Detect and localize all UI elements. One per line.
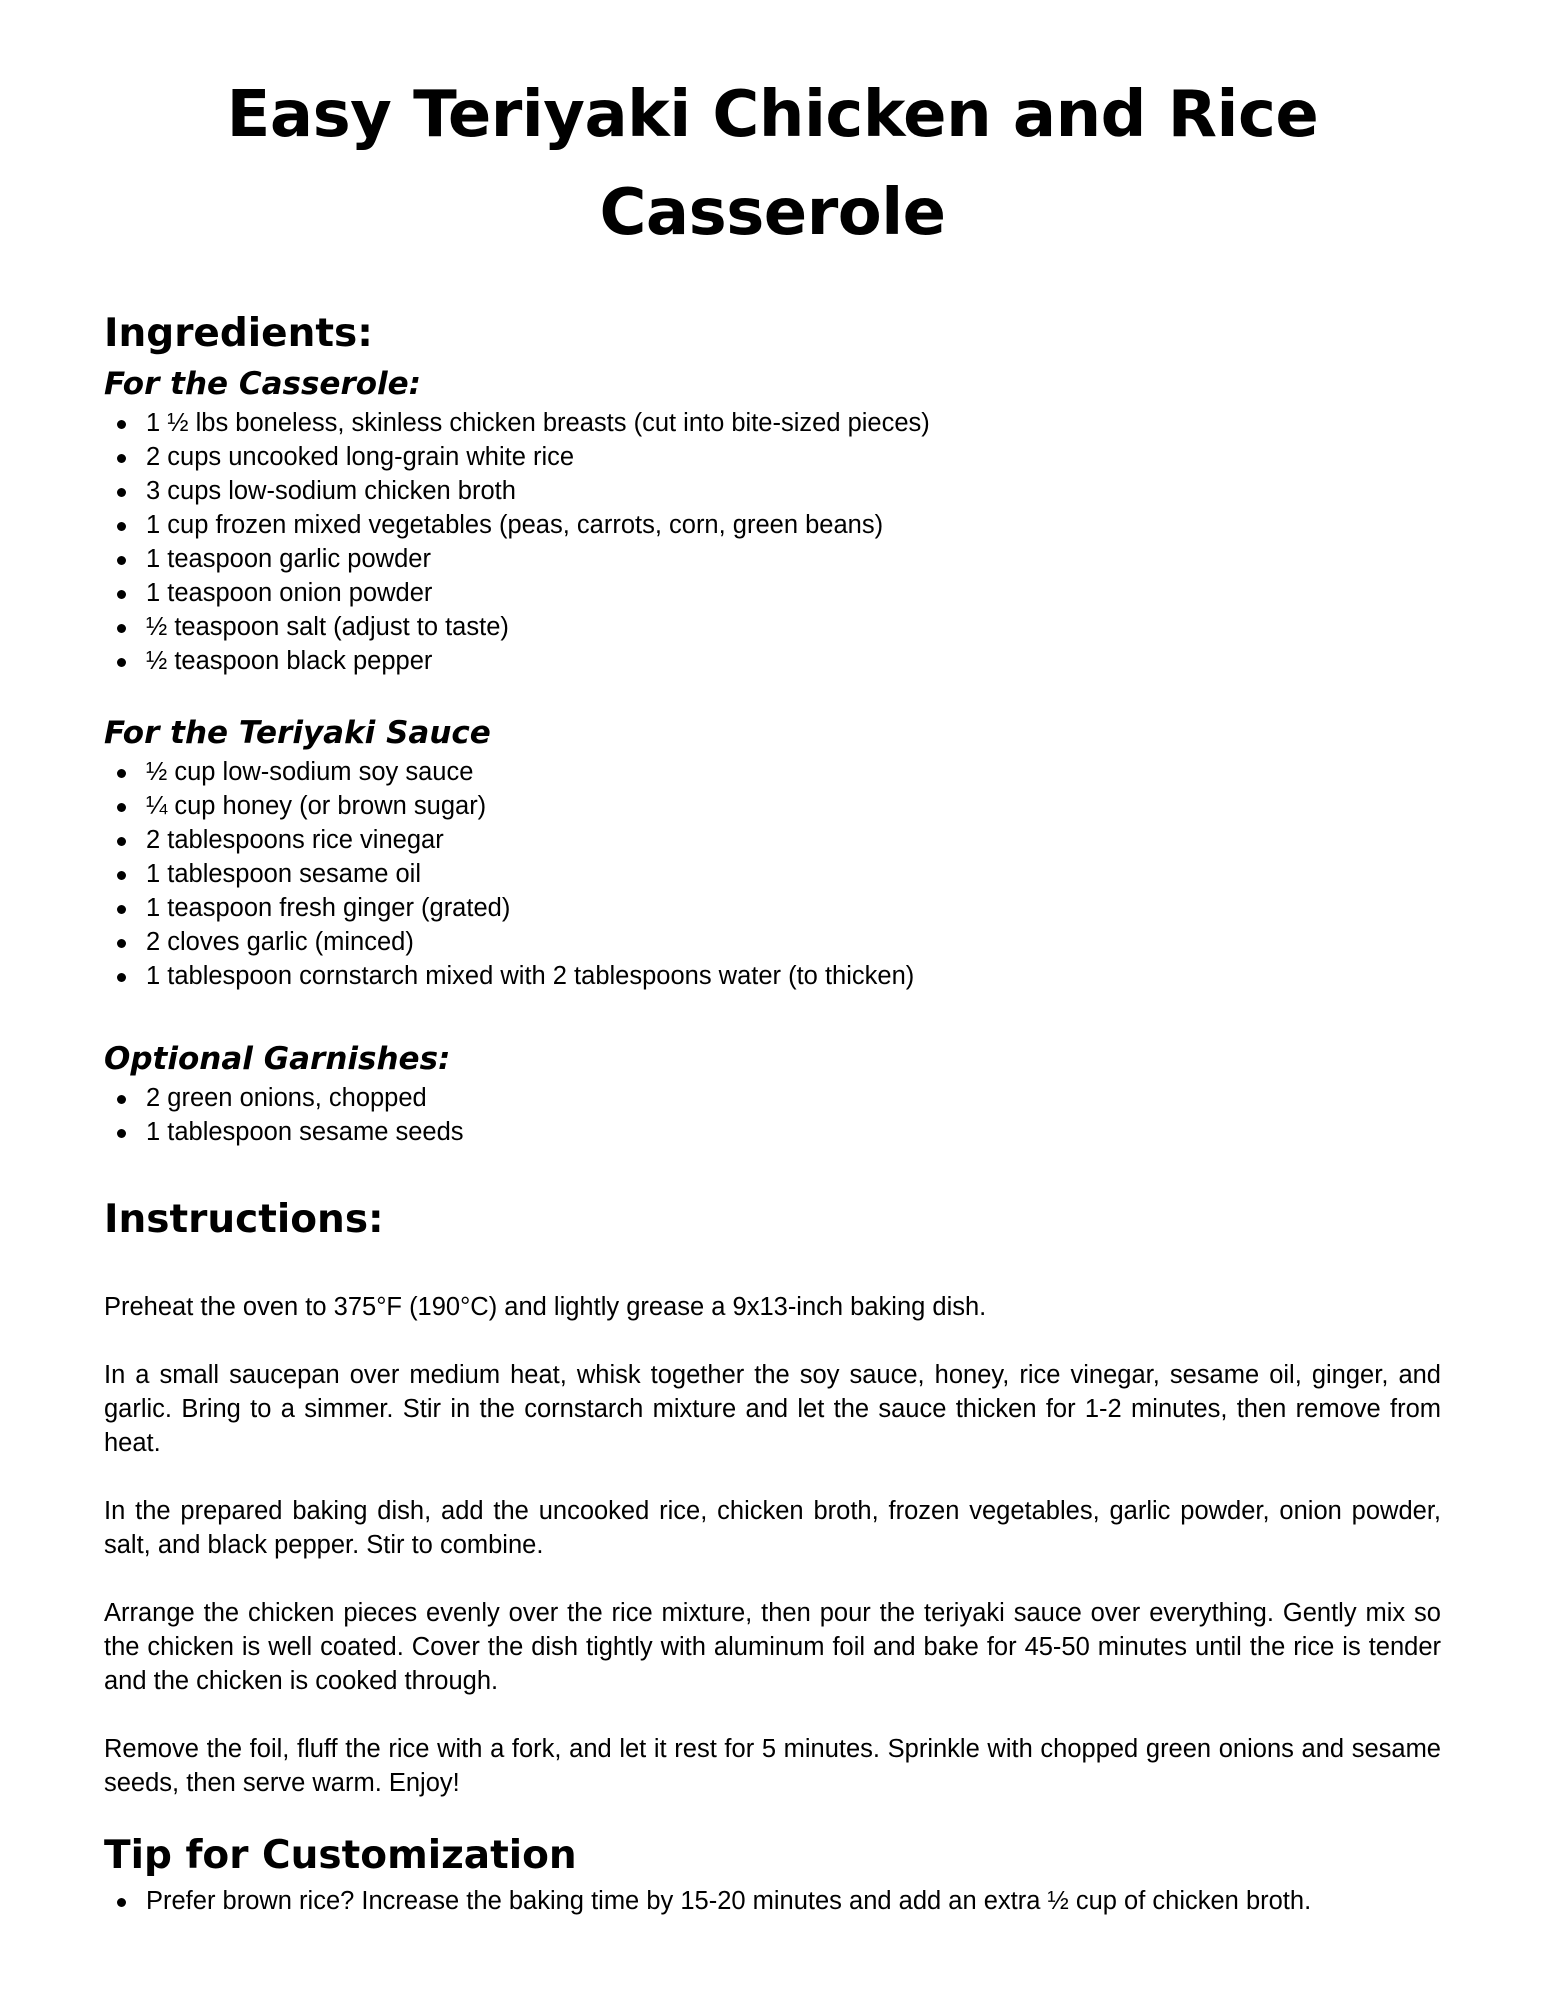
recipe-title <box>104 0 1441 262</box>
list-item: 2 green onions, chopped <box>146 1081 1441 1115</box>
tip-list <box>104 1884 1441 1918</box>
list-item: Prefer brown rice? Increase the baking time by 15-20 minutes and add an extra ½ cup of chicken broth. <box>146 1884 1441 1918</box>
garnish-list <box>104 1081 1441 1149</box>
instruction-step-1: Preheat the oven to 375°F (190°C) and lightly grease a 9x13-inch baking dish. <box>104 1293 987 1321</box>
list-item: ½ teaspoon salt (adjust to taste) <box>146 610 1441 644</box>
list-item: 1 teaspoon fresh ginger (grated) <box>146 891 1441 925</box>
ingredients-section <box>104 308 1441 1149</box>
instructions-section <box>104 1194 1441 1800</box>
list-item: 1 teaspoon garlic powder <box>146 542 1441 576</box>
teriyaki-sauce-subheading: For the Teriyaki Sauce <box>104 715 491 751</box>
list-item: ½ teaspoon black pepper <box>146 644 1441 678</box>
instruction-step-4: Arrange the chicken pieces evenly over the rice mixture, then pour the teriyaki sauce over everything. Gently mix so the chicken is well coated. Cover the dish tightly with aluminum foil and bake for 45-50 minutes until the rice is tender and the chicken is cooked through. <box>104 1599 1441 1695</box>
garnishes-subheading: Optional Garnishes: <box>104 1041 451 1077</box>
list-item: 1 tablespoon sesame seeds <box>146 1115 1441 1149</box>
casserole-subheading: For the Casserole: <box>104 366 422 402</box>
instruction-step-3: In the prepared baking dish, add the uncooked rice, chicken broth, frozen vegetables, garlic powder, onion powder, salt, and black pepper. Stir to combine. <box>104 1497 1441 1559</box>
ingredients-heading: Ingredients: <box>104 311 373 356</box>
sauce-ingredient-list <box>104 755 1441 993</box>
list-item: 1 tablespoon sesame oil <box>146 857 1441 891</box>
instruction-step-2: In a small saucepan over medium heat, whisk together the soy sauce, honey, rice vinegar, sesame oil, ginger, and garlic. Bring to a simmer. Stir in the cornstarch mixture and let the sauce thicken for 1-2 minutes, then remove from heat. <box>104 1361 1441 1457</box>
casserole-ingredient-list <box>104 406 1441 678</box>
list-item: 2 cloves garlic (minced) <box>146 925 1441 959</box>
list-item: 3 cups low-sodium chicken broth <box>146 474 1441 508</box>
list-item: 1 cup frozen mixed vegetables (peas, carrots, corn, green beans) <box>146 508 1441 542</box>
list-item: 1 teaspoon onion powder <box>146 576 1441 610</box>
tip-heading: Tip for Customization <box>104 1833 577 1878</box>
recipe-title-line-1: Easy Teriyaki Chicken and Rice <box>226 78 1319 152</box>
recipe-title-line-2: Casserole <box>599 176 946 250</box>
tip-section <box>104 1830 1441 1918</box>
list-item: 1 tablespoon cornstarch mixed with 2 tablespoons water (to thicken) <box>146 959 1441 993</box>
list-item: 1 ½ lbs boneless, skinless chicken breasts (cut into bite-sized pieces) <box>146 406 1441 440</box>
instructions-heading: Instructions: <box>104 1197 384 1242</box>
list-item: ½ cup low-sodium soy sauce <box>146 755 1441 789</box>
instruction-step-5: Remove the foil, fluff the rice with a fork, and let it rest for 5 minutes. Sprinkle with chopped green onions and sesame seeds, then serve warm. Enjoy! <box>104 1735 1441 1797</box>
list-item: 2 cups uncooked long-grain white rice <box>146 440 1441 474</box>
list-item: ¼ cup honey (or brown sugar) <box>146 789 1441 823</box>
list-item: 2 tablespoons rice vinegar <box>146 823 1441 857</box>
